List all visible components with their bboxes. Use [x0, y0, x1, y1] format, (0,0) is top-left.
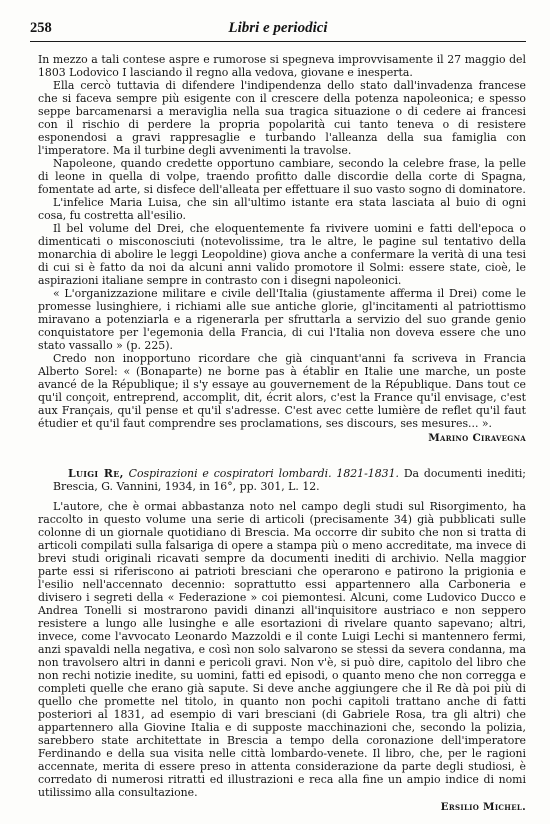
- review2-heading: [38, 467, 526, 493]
- page-number: 258: [30, 20, 52, 36]
- header-rule: [30, 41, 526, 42]
- review2-signature: Ersilio Michel.: [440, 801, 526, 813]
- section-gap: [38, 445, 526, 467]
- review1-paragraph-4: L'infelice Maria Luisa, che sin all'ultimo istante era stata lasciata al buio di ogni cosa, fu costretta all'esilio.: [38, 196, 526, 222]
- review1-paragraph-1: In mezzo a tali contese aspre e rumorose si spegneva improvvisamente il 27 maggio del 1803 Lodovico I lasciando il regno alla vedova, giovane e inesperta.: [38, 53, 526, 79]
- page-body: [38, 53, 526, 814]
- review2-title: Cospirazioni e cospiratori lombardi. 1821-1831.: [128, 467, 399, 480]
- review1-paragraph-6: « L'organizzazione militare e civile dell'Italia (giustamente afferma il Drei) come le promesse lusinghiere, i richiami alle sue antiche glorie, gl'incitamenti al patriottismo miravano a potenziarla e a rigenerarla per sfruttarla a servizio del suo grande genio conquistatore per l'egemonia della Francia, di cui l'Italia non doveva essere che uno stato vassallo » (p. 225).: [38, 287, 526, 352]
- review1-signature: Marino Ciravegna: [428, 432, 526, 444]
- journal-title: Libri e periodici: [228, 20, 328, 36]
- review1-paragraph-7: Credo non inopportuno ricordare che già cinquant'anni fa scriveva in Francia Alberto Sorel: « (Bonaparte) ne borne pas à établir en Italie une marche, un poste avancé de la République; il s'y essaye au gouvernement de la République. Dans tout ce qu'il conçoit, entreprend, accomplit, dit, écrit alors, c'est la France qu'il envisage, c'est aux Français, qu'il pense et qu'il s'adresse. C'est avec cette lumière de reflet qu'il faut étudier et qu'il faut comprendre ses proclamations, ses discours, ses mesures... ».: [38, 352, 526, 430]
- review2-paragraph-1: L'autore, che è ormai abbastanza noto nel campo degli studi sul Risorgimento, ha raccolto in questo volume una serie di articoli (precisamente 34) già pubblicati sulle colonne di un giornale quotidiano di Brescia. Ma occorre dir subito che non si tratta di articoli compilati sulla falsariga di opere a stampa più o meno accreditate, ma invece di brevi studi originali ricavati sempre da documenti inediti di archivio. Nella maggior parte essi si riferiscono ai patrioti bresciani che operarono e patirono la prigionia e l'esilio nell'accennato decennio: soprattutto essi appartennero alla Carboneria e divisero i segreti della « Federazione » coi piemontesi. Alcuni, come Ludovico Ducco e Andrea Tonelli si mostrarono pavidi dinanzi all'inquisitore austriaco e non seppero resistere a lungo alle lusinghe e alle esortazioni di rivelare quanto sapevano; altri, invece, come l'avvocato Leonardo Mazzoldi e il conte Luigi Lechi si mantennero fermi, anzi spavaldi nella negativa, e così non solo salvarono se stessi da severa condanna, ma non travolsero altri in danni e pericoli gravi. Non v'è, si può dire, capitolo del libro che non rechi notizie inedite, su uomini, fatti ed episodi, o quanto meno che non corregga e completi quelle che erano già sapute. Si deve anche aggiungere che il Re dà poi più di quello che promette nel titolo, in quanto non pochi capitoli trattano anche di fatti posteriori al 1831, ad esempio di vari bresciani (di Gabriele Rosa, tra gli altri) che appartennero alla Giovine Italia e di supposte macchinazioni che, secondo la polizia, sarebbero state architettate in Brescia a tempo della coronazione dell'imperatore Ferdinando e della sua visita nelle città lombardo-venete. Il libro, che, per le ragioni accennate, merita di essere preso in attenta considerazione da parte degli studiosi, è corredato di numerosi ritratti ed illustrazioni e reca alla fine un ampio indice di nomi utilissimo alla consultazione.: [38, 500, 526, 799]
- review2-citation: Da documenti inediti; Brescia, G. Vannini, 1934, in 16°, pp. 301, L. 12.: [53, 467, 526, 493]
- review1-paragraph-3: Napoleone, quando credette opportuno cambiare, secondo la celebre frase, la pelle di leone in quella di volpe, traendo profitto dalle discordie della corte di Spagna, fomentate ad arte, si disfece dell'alleata per effettuare il suo vasto sogno di dominatore.: [38, 157, 526, 196]
- review2-separator: [38, 493, 526, 500]
- review1-paragraph-2: Ella cercò tuttavia di difendere l'indipendenza dello stato dall'invadenza francese che si faceva sempre più esigente con il crescere della potenza napoleonica; e spesso seppe barcamenarsi a meraviglia nella sua tragica situazione o di cedere ai francesi con il rischio di perdere la propria popolarità cui tanto teneva o di resistere esponendosi a gravi rappresaglie e turbando l'alleanza della sua famiglia con l'imperatore. Ma il turbine degli avvenimenti la travolse.: [38, 79, 526, 157]
- review2-author: Luigi Re,: [68, 467, 124, 480]
- running-head: [30, 20, 526, 38]
- review1-paragraph-5: Il bel volume del Drei, che eloquentemente fa rivivere uomini e fatti dell'epoca o dimenticati o misconosciuti (notevolissime, tra le altre, le pagine sul tentativo della monarchia di abolire le leggi Leopoldine) giova anche a confermare la verità di una tesi di cui si è fatto da noi da alcuni anni valido promotore il Solmi: essere state, cioè, le aspirazioni italiane sempre in contrasto con i disegni napoleonici.: [38, 222, 526, 287]
